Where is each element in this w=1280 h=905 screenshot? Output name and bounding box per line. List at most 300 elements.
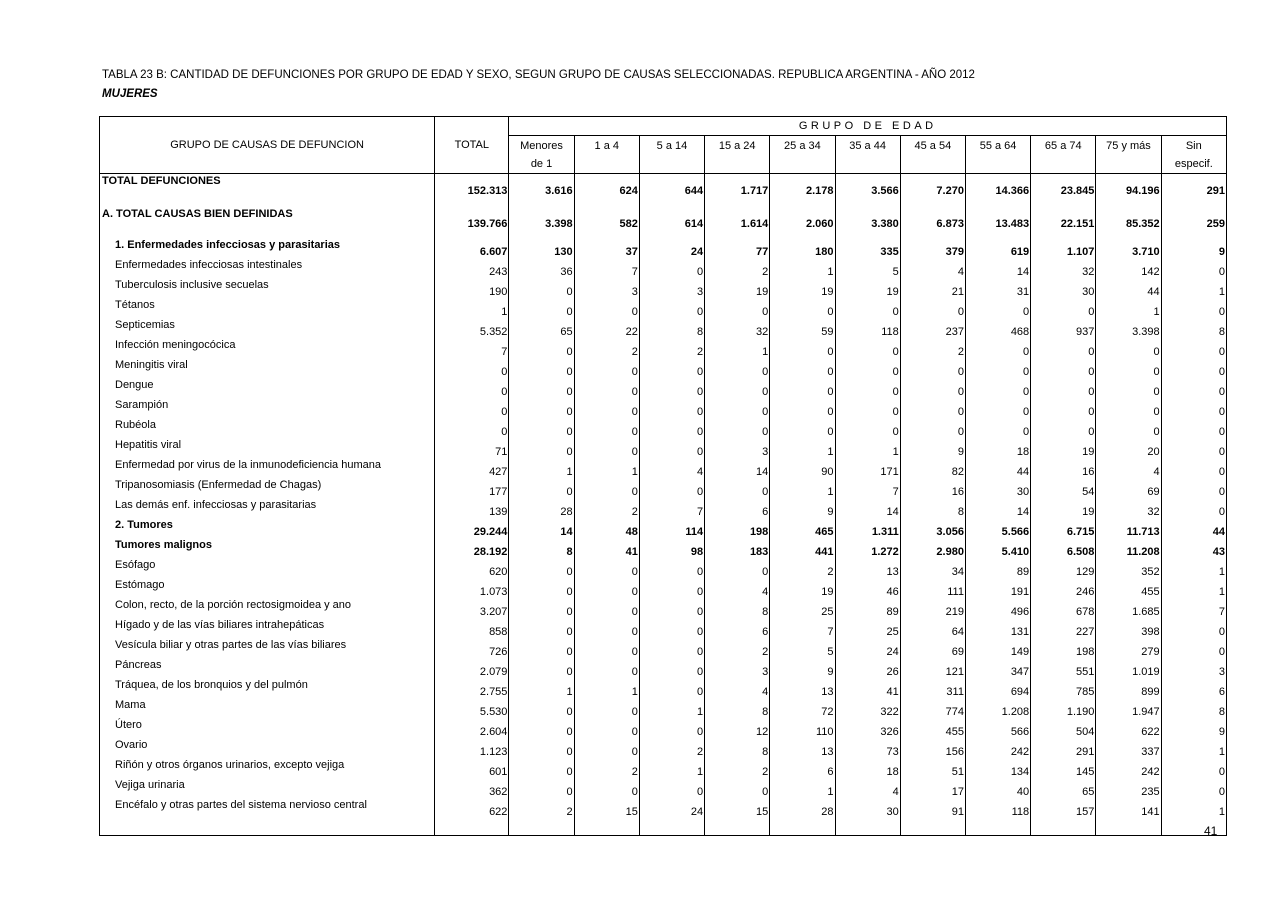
cell-value: 0 <box>835 338 900 358</box>
cell-value: 2 <box>574 498 639 518</box>
cell-value: 0 <box>574 618 639 638</box>
cell-value: 8 <box>509 538 574 558</box>
table-row <box>100 298 1227 318</box>
cell-value: 0 <box>1161 258 1226 278</box>
cell-value: 5.566 <box>965 518 1030 538</box>
cell-value: 149 <box>965 638 1030 658</box>
cell-value: 465 <box>770 518 835 538</box>
cell-value: 0 <box>639 658 704 678</box>
cell-value: 65 <box>509 318 574 338</box>
cell-value: 16 <box>1031 458 1096 478</box>
cell-value: 2 <box>900 338 965 358</box>
cell-value: 1 <box>705 338 770 358</box>
cell-value: 8 <box>639 318 704 338</box>
cell-value: 198 <box>705 518 770 538</box>
cell-value: 0 <box>1096 378 1161 398</box>
row-label: Páncreas <box>100 658 435 678</box>
cell-value: 0 <box>705 298 770 318</box>
cell-value: 25 <box>770 598 835 618</box>
cell-value: 1.947 <box>1096 698 1161 718</box>
header-col-1: 1 a 4 <box>574 136 639 156</box>
cell-value: 0 <box>1031 398 1096 418</box>
cell-value: 41 <box>574 538 639 558</box>
table-row <box>100 238 1227 258</box>
cell-value: 0 <box>1161 298 1226 318</box>
cell-value: 582 <box>574 207 639 230</box>
cell-value: 1 <box>574 458 639 478</box>
cell-value: 352 <box>1096 558 1161 578</box>
table-row <box>100 418 1227 438</box>
cell-value: 0 <box>1096 358 1161 378</box>
cell-value: 30 <box>965 478 1030 498</box>
row-total: 152.313 <box>435 174 509 198</box>
cell-value: 43 <box>1161 538 1226 558</box>
cell-value: 25 <box>835 618 900 638</box>
row-total: 0 <box>435 358 509 378</box>
cell-value: 15 <box>574 798 639 818</box>
cell-value: 4 <box>705 678 770 698</box>
row-label: Tuberculosis inclusive secuelas <box>100 278 435 298</box>
header-col-7: 55 a 64 <box>965 136 1030 156</box>
cell-value: 0 <box>639 438 704 458</box>
cell-value: 111 <box>900 578 965 598</box>
header-blank-3 <box>435 155 509 174</box>
cell-value: 496 <box>965 598 1030 618</box>
row-label: Esófago <box>100 558 435 578</box>
cell-value: 0 <box>639 358 704 378</box>
cell-value: 94.196 <box>1096 174 1161 198</box>
cell-value: 18 <box>965 438 1030 458</box>
cell-value: 0 <box>770 298 835 318</box>
table-row <box>100 278 1227 298</box>
cell-value: 0 <box>574 378 639 398</box>
cell-value: 2 <box>639 338 704 358</box>
cell-value: 19 <box>770 578 835 598</box>
cell-value: 1.019 <box>1096 658 1161 678</box>
cell-value: 40 <box>965 778 1030 798</box>
cell-value: 32 <box>705 318 770 338</box>
cell-value: 0 <box>1096 398 1161 418</box>
cell-value: 0 <box>509 638 574 658</box>
cell-value: 1 <box>770 478 835 498</box>
row-total: 71 <box>435 438 509 458</box>
cell-value: 90 <box>770 458 835 478</box>
cell-value: 1 <box>770 258 835 278</box>
cell-value: 0 <box>1031 378 1096 398</box>
row-label: Sarampión <box>100 398 435 418</box>
cell-value: 14 <box>705 458 770 478</box>
row-total: 6.607 <box>435 238 509 258</box>
cell-value: 77 <box>705 238 770 258</box>
cell-value: 0 <box>900 418 965 438</box>
cell-value: 54 <box>1031 478 1096 498</box>
cell-value: 0 <box>1161 438 1226 458</box>
row-total: 1.073 <box>435 578 509 598</box>
cell-value: 13.483 <box>965 207 1030 230</box>
cell-value: 9 <box>1161 238 1226 258</box>
cell-value: 157 <box>1031 798 1096 818</box>
cell-value: 19 <box>835 278 900 298</box>
cell-value: 12 <box>705 718 770 738</box>
table-row <box>100 798 1227 818</box>
cell-value: 0 <box>639 778 704 798</box>
cell-value: 291 <box>1031 738 1096 758</box>
cell-value: 259 <box>1161 207 1226 230</box>
header-col-9: 75 y más <box>1096 136 1161 156</box>
row-label: Colon, recto, de la porción rectosigmoidea y ano <box>100 598 435 618</box>
cell-value: 46 <box>835 578 900 598</box>
cell-value: 145 <box>1031 758 1096 778</box>
cell-value: 13 <box>835 558 900 578</box>
cell-value: 678 <box>1031 598 1096 618</box>
row-label: Septicemias <box>100 318 435 338</box>
cell-value: 0 <box>509 578 574 598</box>
cell-value: 0 <box>900 398 965 418</box>
page-number: 41 <box>1204 824 1218 838</box>
cell-value: 899 <box>1096 678 1161 698</box>
cell-value: 8 <box>705 598 770 618</box>
cell-value: 1.272 <box>835 538 900 558</box>
cell-value: 1 <box>1161 798 1226 818</box>
cell-value: 2 <box>574 338 639 358</box>
cell-value: 3.398 <box>1096 318 1161 338</box>
cell-value: 0 <box>509 598 574 618</box>
cell-value: 2 <box>509 798 574 818</box>
table-row <box>100 658 1227 678</box>
row-label: Encéfalo y otras partes del sistema nervioso central <box>100 798 435 818</box>
cell-value: 7.270 <box>900 174 965 198</box>
header-col-4-line2 <box>770 155 835 174</box>
cell-value: 1.208 <box>965 698 1030 718</box>
cell-value: 0 <box>509 658 574 678</box>
cell-value: 22 <box>574 318 639 338</box>
cell-value: 3 <box>1161 658 1226 678</box>
cell-value: 0 <box>574 438 639 458</box>
cell-value: 3 <box>574 278 639 298</box>
table-row <box>100 538 1227 558</box>
cell-value: 0 <box>509 478 574 498</box>
row-total: 5.352 <box>435 318 509 338</box>
cell-value: 0 <box>705 558 770 578</box>
cell-value: 5 <box>770 638 835 658</box>
cell-value: 1 <box>1161 558 1226 578</box>
cell-value: 0 <box>770 378 835 398</box>
cell-value: 0 <box>639 598 704 618</box>
cell-value: 566 <box>965 718 1030 738</box>
table-row <box>100 578 1227 598</box>
row-total: 0 <box>435 378 509 398</box>
row-total: 177 <box>435 478 509 498</box>
cell-value: 14 <box>965 498 1030 518</box>
cell-value: 227 <box>1031 618 1096 638</box>
cell-value: 441 <box>770 538 835 558</box>
cell-value: 1 <box>1161 278 1226 298</box>
cell-value: 19 <box>1031 438 1096 458</box>
cell-value: 44 <box>1161 518 1226 538</box>
cell-value: 31 <box>965 278 1030 298</box>
header-col-7-line2 <box>965 155 1030 174</box>
cell-value: 246 <box>1031 578 1096 598</box>
cell-value: 0 <box>509 718 574 738</box>
cell-value: 9 <box>900 438 965 458</box>
cell-value: 0 <box>1161 458 1226 478</box>
header-columns-row <box>100 136 1227 156</box>
cell-value: 15 <box>705 798 770 818</box>
cell-value: 0 <box>574 398 639 418</box>
cell-value: 0 <box>770 338 835 358</box>
header-col-8: 65 a 74 <box>1031 136 1096 156</box>
cell-value: 551 <box>1031 658 1096 678</box>
cell-value: 0 <box>639 618 704 638</box>
cell-value: 0 <box>574 578 639 598</box>
cell-value: 219 <box>900 598 965 618</box>
cell-value: 89 <box>965 558 1030 578</box>
cell-value: 644 <box>639 174 704 198</box>
cell-value: 13 <box>770 678 835 698</box>
cell-value: 335 <box>835 238 900 258</box>
row-label: Tétanos <box>100 298 435 318</box>
cell-value: 237 <box>900 318 965 338</box>
cell-value: 0 <box>1161 498 1226 518</box>
cell-value: 1 <box>509 458 574 478</box>
header-col-10: Sin <box>1161 136 1226 156</box>
cell-value: 937 <box>1031 318 1096 338</box>
cell-value: 0 <box>574 298 639 318</box>
cell-value: 0 <box>574 658 639 678</box>
cell-value: 3.566 <box>835 174 900 198</box>
row-label: Vesícula biliar y otras partes de las vías biliares <box>100 638 435 658</box>
cell-value: 3.616 <box>509 174 574 198</box>
cell-value: 89 <box>835 598 900 618</box>
cell-value: 36 <box>509 258 574 278</box>
cell-value: 0 <box>509 558 574 578</box>
header-total: TOTAL <box>435 136 509 156</box>
cell-value: 0 <box>509 278 574 298</box>
row-total: 243 <box>435 258 509 278</box>
table-bottom-row <box>100 818 1227 836</box>
cell-value: 26 <box>835 658 900 678</box>
row-label: Vejiga urinaria <box>100 778 435 798</box>
row-label: Estómago <box>100 578 435 598</box>
cell-value: 131 <box>965 618 1030 638</box>
header-col-4: 25 a 34 <box>770 136 835 156</box>
row-label: Tripanosomiasis (Enfermedad de Chagas) <box>100 478 435 498</box>
cell-value: 0 <box>509 338 574 358</box>
row-total: 7 <box>435 338 509 358</box>
cell-value: 468 <box>965 318 1030 338</box>
cell-value: 2 <box>705 638 770 658</box>
cell-value: 0 <box>509 438 574 458</box>
cell-value: 1.685 <box>1096 598 1161 618</box>
cell-value: 0 <box>639 558 704 578</box>
cell-value: 0 <box>509 758 574 778</box>
cell-value: 156 <box>900 738 965 758</box>
cell-value: 0 <box>1161 618 1226 638</box>
cell-value: 0 <box>705 398 770 418</box>
cell-value: 41 <box>835 678 900 698</box>
row-total: 0 <box>435 398 509 418</box>
cell-value: 0 <box>1031 338 1096 358</box>
cell-value: 191 <box>965 578 1030 598</box>
cell-value: 0 <box>639 678 704 698</box>
cell-value: 4 <box>900 258 965 278</box>
cell-value: 0 <box>574 418 639 438</box>
cell-value: 7 <box>770 618 835 638</box>
cell-value: 0 <box>965 398 1030 418</box>
cell-value: 9 <box>770 498 835 518</box>
cell-value: 455 <box>1096 578 1161 598</box>
cell-value: 0 <box>1161 378 1226 398</box>
cell-value: 19 <box>770 278 835 298</box>
cell-value: 0 <box>639 398 704 418</box>
cell-value: 3.056 <box>900 518 965 538</box>
cell-value: 1 <box>574 678 639 698</box>
cell-value: 0 <box>965 418 1030 438</box>
cell-value: 1 <box>1096 298 1161 318</box>
cell-value: 0 <box>574 598 639 618</box>
cell-value: 28 <box>509 498 574 518</box>
cell-value: 24 <box>835 638 900 658</box>
header-col-3: 15 a 24 <box>705 136 770 156</box>
cell-value: 11.208 <box>1096 538 1161 558</box>
cell-value: 0 <box>705 378 770 398</box>
table-row <box>100 638 1227 658</box>
table-row <box>100 718 1227 738</box>
cell-value: 0 <box>1161 358 1226 378</box>
header-col-10-line2: especif. <box>1161 155 1226 174</box>
row-label: Tráquea, de los bronquios y del pulmón <box>100 678 435 698</box>
cell-value: 622 <box>1096 718 1161 738</box>
cell-value: 2 <box>705 258 770 278</box>
cell-value: 0 <box>509 358 574 378</box>
cell-value: 9 <box>770 658 835 678</box>
cell-value: 17 <box>900 778 965 798</box>
cell-value: 0 <box>705 478 770 498</box>
cell-value: 114 <box>639 518 704 538</box>
row-label: Riñón y otros órganos urinarios, excepto vejiga <box>100 758 435 778</box>
table-row <box>100 378 1227 398</box>
cell-value: 322 <box>835 698 900 718</box>
cell-value: 347 <box>965 658 1030 678</box>
cell-value: 0 <box>965 338 1030 358</box>
table-row <box>100 678 1227 698</box>
cell-value: 37 <box>574 238 639 258</box>
cell-value: 0 <box>1096 418 1161 438</box>
cell-value: 0 <box>1031 298 1096 318</box>
cell-value: 0 <box>509 378 574 398</box>
row-label: Hígado y de las vías biliares intrahepáticas <box>100 618 435 638</box>
cell-value: 14 <box>509 518 574 538</box>
cell-value: 337 <box>1096 738 1161 758</box>
cell-value: 1 <box>1161 578 1226 598</box>
cell-value: 504 <box>1031 718 1096 738</box>
cell-value: 72 <box>770 698 835 718</box>
cell-value: 0 <box>574 738 639 758</box>
row-total: 622 <box>435 798 509 818</box>
cell-value: 8 <box>1161 698 1226 718</box>
cell-value: 0 <box>835 358 900 378</box>
cell-value: 142 <box>1096 258 1161 278</box>
cell-value: 455 <box>900 718 965 738</box>
row-label: Enfermedades infecciosas intestinales <box>100 258 435 278</box>
cell-value: 8 <box>705 698 770 718</box>
cell-value: 235 <box>1096 778 1161 798</box>
cell-value: 0 <box>835 398 900 418</box>
row-label: Ovario <box>100 738 435 758</box>
cell-value: 785 <box>1031 678 1096 698</box>
cell-value: 0 <box>574 778 639 798</box>
cell-value: 0 <box>509 698 574 718</box>
cell-value: 379 <box>900 238 965 258</box>
cell-value: 8 <box>1161 318 1226 338</box>
header-blank-label <box>100 117 435 136</box>
cell-value: 6 <box>1161 678 1226 698</box>
cell-value: 82 <box>900 458 965 478</box>
cell-value: 0 <box>574 358 639 378</box>
cell-value: 3 <box>705 438 770 458</box>
cell-value: 180 <box>770 238 835 258</box>
table-row <box>100 318 1227 338</box>
cell-value: 0 <box>1161 338 1226 358</box>
cell-value: 0 <box>574 698 639 718</box>
age-group-title: GRUPO DE EDAD <box>509 117 1227 136</box>
cell-value: 774 <box>900 698 965 718</box>
header-col-3-line2 <box>705 155 770 174</box>
cell-value: 0 <box>705 358 770 378</box>
header-col-0-line2: de 1 <box>509 155 574 174</box>
cell-value: 291 <box>1161 174 1226 198</box>
cell-value: 0 <box>900 358 965 378</box>
row-total: 139.766 <box>435 207 509 230</box>
cell-value: 2.980 <box>900 538 965 558</box>
row-label: TOTAL DEFUNCIONES <box>100 174 435 198</box>
cell-value: 0 <box>770 398 835 418</box>
cell-value: 4 <box>705 578 770 598</box>
cell-value: 2 <box>639 738 704 758</box>
cell-value: 0 <box>1161 638 1226 658</box>
row-total: 0 <box>435 418 509 438</box>
cell-value: 0 <box>509 618 574 638</box>
cell-value: 141 <box>1096 798 1161 818</box>
cell-value: 398 <box>1096 618 1161 638</box>
cell-value: 1 <box>639 698 704 718</box>
cell-value: 7 <box>639 498 704 518</box>
cell-value: 20 <box>1096 438 1161 458</box>
row-total: 2.755 <box>435 678 509 698</box>
cell-value: 0 <box>835 298 900 318</box>
table-title: TABLA 23 B: CANTIDAD DE DEFUNCIONES POR GRUPO DE EDAD Y SEXO, SEGUN GRUPO DE CAUSAS SELECCIONADAS. REPUBLICA ARGENTINA - AÑO 2012 <box>102 69 975 81</box>
cell-value: 0 <box>965 358 1030 378</box>
cell-value: 6.715 <box>1031 518 1096 538</box>
cell-value: 118 <box>835 318 900 338</box>
cell-value: 14 <box>965 258 1030 278</box>
row-label: Tumores malignos <box>100 538 435 558</box>
cell-value: 619 <box>965 238 1030 258</box>
cell-value: 0 <box>1096 338 1161 358</box>
cell-value: 7 <box>574 258 639 278</box>
cell-value: 91 <box>900 798 965 818</box>
cell-value: 3 <box>705 658 770 678</box>
cell-value: 198 <box>1031 638 1096 658</box>
cell-value: 0 <box>705 778 770 798</box>
cell-value: 6.508 <box>1031 538 1096 558</box>
cell-value: 0 <box>835 378 900 398</box>
cell-value: 8 <box>705 738 770 758</box>
cell-value: 98 <box>639 538 704 558</box>
cell-value: 0 <box>509 738 574 758</box>
table-row <box>100 778 1227 798</box>
cell-value: 0 <box>900 378 965 398</box>
